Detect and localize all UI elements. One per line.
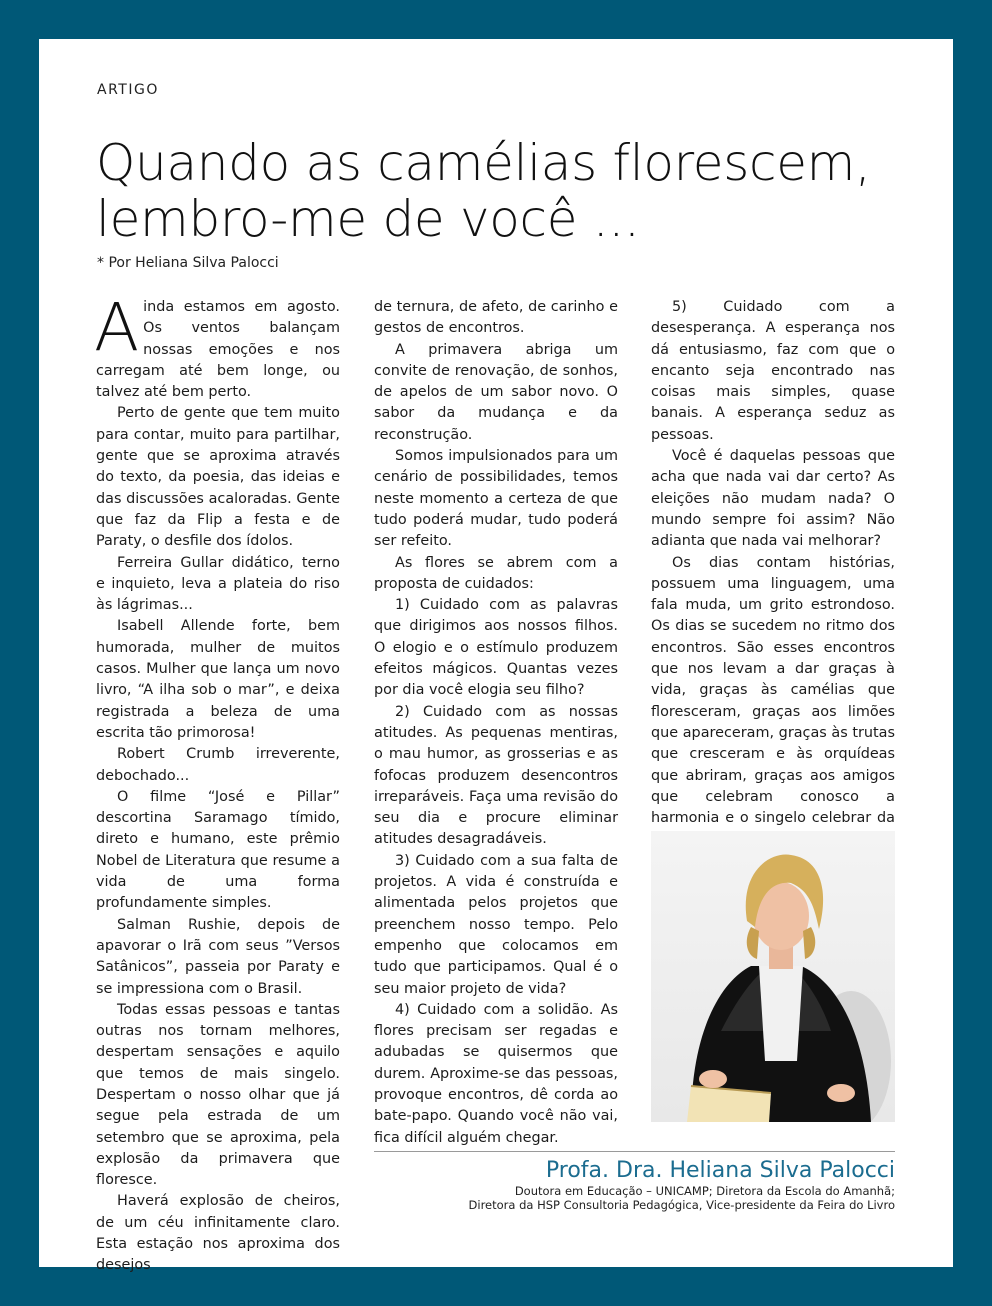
divider-rule xyxy=(374,1151,895,1152)
paragraph: 1) Cuidado com as palavras que dirigimos aos nossos filhos. O elogio e o estímulo produzem efeitos mágicos. Quantas vezes por dia você elogia seu filho? xyxy=(374,597,618,699)
paragraph: Você é daquelas pessoas que acha que nada vai dar certo? As eleições não mudam nada? O mundo sempre foi assim? Não adianta que nada vai melhorar? xyxy=(651,448,895,550)
paragraph: Todas essas pessoas e tantas outras nos tornam melhores, despertam sensações e aquilo que temos de mais singelo. Despertam o nosso olhar que já segue pela estrada de um setembro que se aproxima, pela explosão da primavera que floresce. xyxy=(96,1001,340,1189)
drop-cap: A xyxy=(94,289,140,366)
author-credentials-line-2: Diretora da HSP Consultoria Pedagógica, Vice-presidente da Feira do Livro xyxy=(468,1198,895,1212)
paragraph: 2) Cuidado com as nossas atitudes. As pequenas mentiras, o mau humor, as grosserias e as fofocas produzem desencontros irreparáveis. Faça uma revisão do seu dia e procure eliminar atitudes desagradáveis. xyxy=(374,703,618,848)
author-portrait-image xyxy=(651,831,895,1122)
paragraph: Perto de gente que tem muito para contar, muito para partilhar, gente que se aproxima através do texto, da poesia, das ideias e das discussões acaloradas. Gente que faz da Flip a festa e de Paraty, o desfile dos ídolos. xyxy=(96,405,340,550)
byline: * Por Heliana Silva Palocci xyxy=(97,255,279,271)
article-headline xyxy=(96,135,871,247)
paragraph: Isabell Allende forte, bem humorada, mulher de muitos casos. Mulher que lança um novo livro, “A ilha sob o mar”, e deixa registrada a beleza de uma escrita tão primorosa! xyxy=(96,618,340,741)
paragraph: Ferreira Gullar didático, terno e inquieto, leva a plateia do riso às lágrimas... xyxy=(96,554,340,614)
author-name: Profa. Dra. Heliana Silva Palocci xyxy=(545,1158,895,1183)
headline-line-2: lembro-me de você ... xyxy=(96,190,640,248)
article-page xyxy=(39,39,953,1274)
paragraph-text: inda estamos em agosto. Os ventos balançam nossas emoções e nos carregam até bem longe, ou talvez até bem perto. xyxy=(96,299,340,401)
author-credentials-line-1: Doutora em Educação – UNICAMP; Diretora da Escola do Amanhã; xyxy=(514,1184,895,1198)
paragraph: As flores se abrem com a proposta de cuidados: xyxy=(374,554,618,592)
headline-line-1: Quando as camélias florescem, xyxy=(96,134,871,192)
section-label: ARTIGO xyxy=(97,82,159,98)
text-column-3 xyxy=(651,297,895,851)
paragraph: 3) Cuidado com a sua falta de projetos. A vida é construída e alimentada pelos projetos que preenchem nosso tempo. Pelo empenho que colocamos em tudo que participamos. Qual é o seu maior projeto de vida? xyxy=(374,852,618,997)
paragraph: Haverá explosão de cheiros, de um céu infinitamente claro. Esta estação nos aproxima dos desejos xyxy=(96,1193,340,1274)
paragraph xyxy=(94,289,340,403)
paragraph: O filme “José e Pillar” descortina Saramago tímido, direto e humano, este prêmio Nobel de Literatura que resume a vida de uma forma profundamente simples. xyxy=(96,788,340,912)
paragraph: A primavera abriga um convite de renovação, de sonhos, de apelos de um sabor novo. O sabor da mudança e da reconstrução. xyxy=(374,341,618,443)
paragraph: Somos impulsionados para um cenário de possibilidades, temos neste momento a certeza de que tudo poderá mudar, tudo poderá ser refeito. xyxy=(374,448,618,550)
paragraph: de ternura, de afeto, de carinho e gestos de encontros. xyxy=(374,299,618,337)
paragraph: Robert Crumb irreverente, debochado... xyxy=(96,746,340,784)
text-column-1 xyxy=(94,289,340,1277)
paragraph: 4) Cuidado com a solidão. As flores precisam ser regadas e adubadas se quisermos que durem. Aproxime-se das pessoas, provoque encontros, dê corda ao bate-papo. Quando você não vai, fica difícil alguém chegar. xyxy=(374,1001,618,1146)
paragraph: Salman Rushie, depois de apavorar o Irã com seus ”Versos Satânicos”, passeia por Paraty e se impressiona com o Brasil. xyxy=(96,916,340,997)
paragraph: 5) Cuidado com a desesperança. A esperança nos dá entusiasmo, faz com que o encanto seja encontrado nas coisas mais simples, quase banais. A esperança seduz as pessoas. xyxy=(651,299,895,443)
paragraph: Os dias contam histórias, possuem uma linguagem, uma fala muda, um grito estrondoso. Os dias se sucedem no ritmo dos encontros. São esses encontros que nos levam a dar graças à vida, graças às camélias que floresceram, graças aos limões que apareceram, graças às trutas que cresceram e às orquídeas que abriram, graças aos amigos que celebram conosco a harmonia e o singelo celebrar da xyxy=(651,554,895,827)
text-column-2 xyxy=(374,297,618,1149)
author-photo xyxy=(651,831,895,1122)
